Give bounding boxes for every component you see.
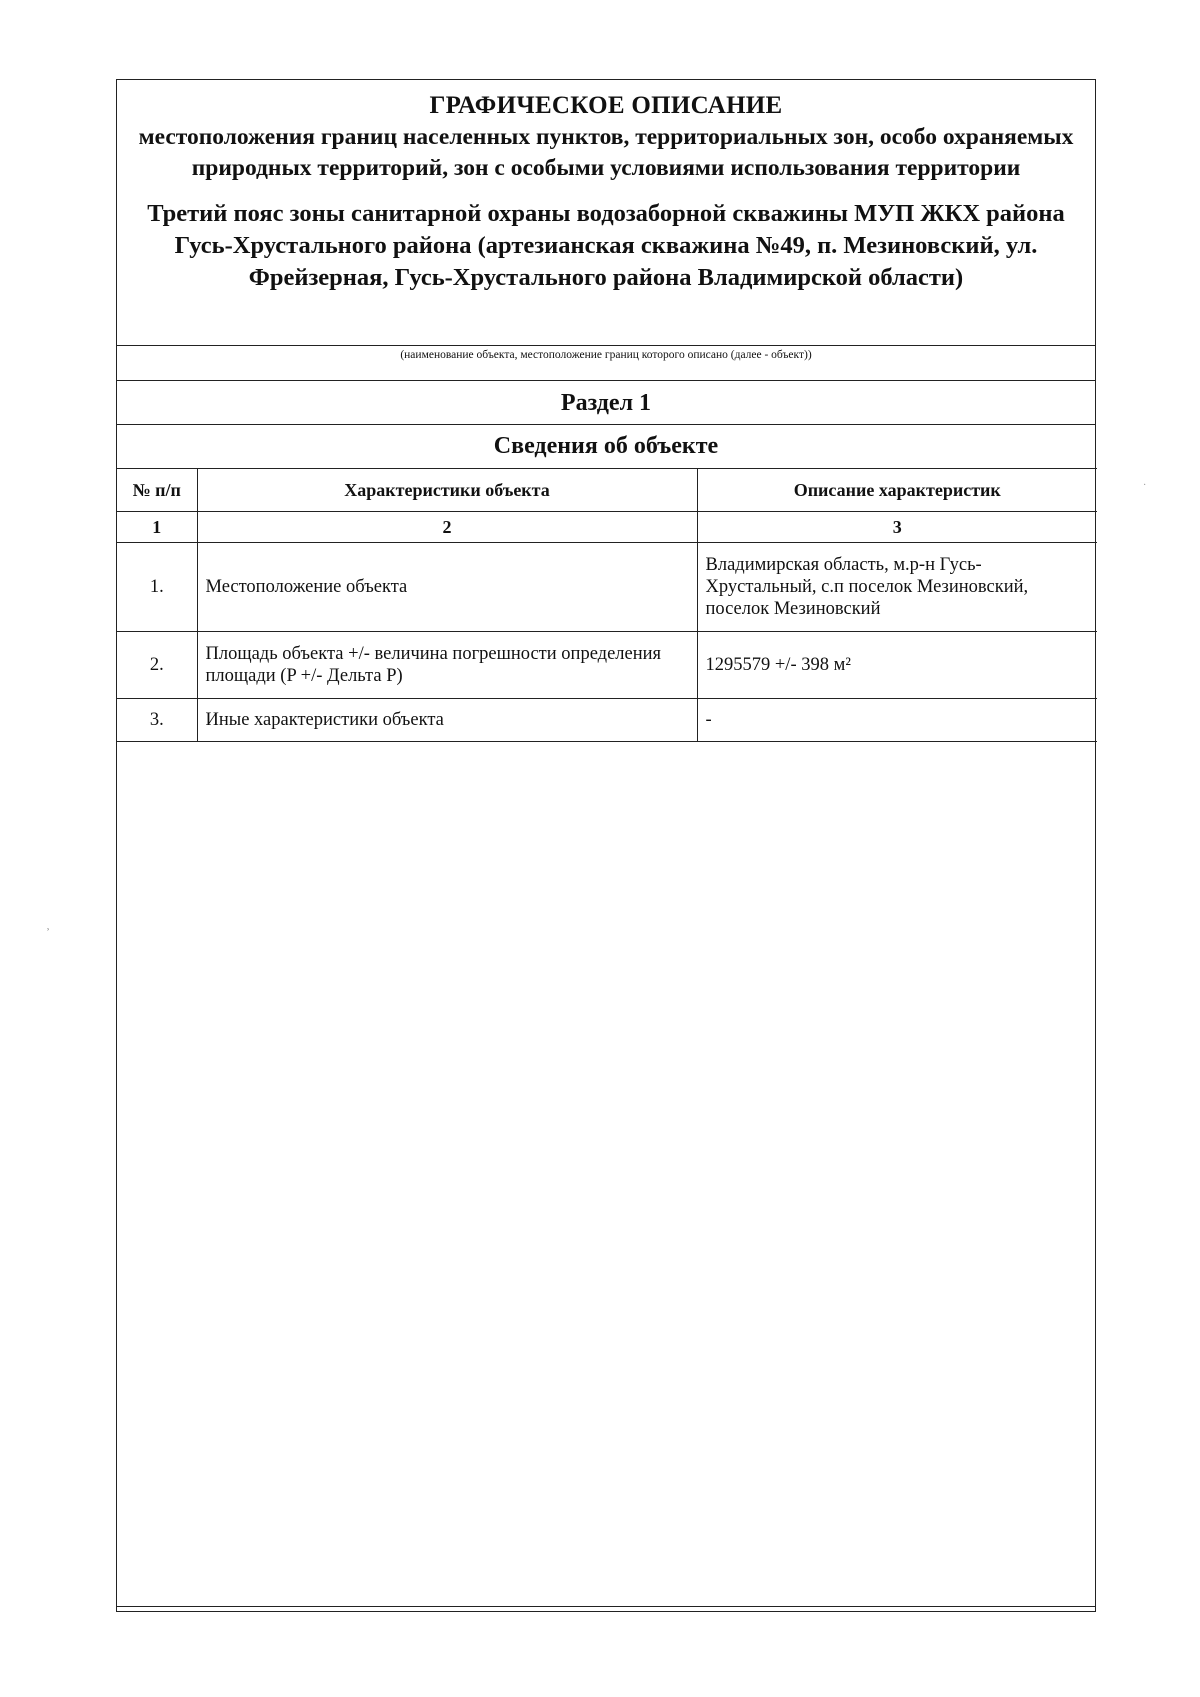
section-title: Раздел 1 <box>117 381 1095 425</box>
document-title: ГРАФИЧЕСКОЕ ОПИСАНИЕ <box>429 92 783 119</box>
table-row <box>117 632 1097 699</box>
object-info-table <box>117 468 1097 742</box>
bottom-rule <box>117 1606 1095 1607</box>
row-description: Владимирская область, м.р-н Гусь-Хрустальный, с.п поселок Мезиновский, поселок Мезиновский <box>697 543 1097 632</box>
column-number-row <box>117 512 1097 543</box>
row-characteristic: Иные характеристики объекта <box>197 699 697 742</box>
row-description: - <box>697 699 1097 742</box>
scan-speck: · <box>1143 480 1147 491</box>
column-number-2: 2 <box>197 512 697 543</box>
document-subtitle: местоположения границ населенных пунктов, территориальных зон, особо охраняемых природных территорий, зон с особыми условиями использования территории <box>138 124 1074 181</box>
header-block <box>117 80 1095 345</box>
column-number-1: 1 <box>117 512 197 543</box>
row-characteristic: Площадь объекта +/- величина погрешности определения площади (P +/- Дельта P) <box>197 632 697 699</box>
row-number: 1. <box>117 543 197 632</box>
column-number-3: 3 <box>697 512 1097 543</box>
row-number: 2. <box>117 632 197 699</box>
section-heading: Сведения об объекте <box>493 433 719 459</box>
column-header-number: № п/п <box>117 469 197 512</box>
row-number: 3. <box>117 699 197 742</box>
table-row <box>117 543 1097 632</box>
table-header-row <box>117 469 1097 512</box>
document-frame <box>116 79 1096 1612</box>
column-header-characteristic: Характеристики объекта <box>197 469 697 512</box>
object-name-caption: (наименование объекта, местоположение границ которого описано (далее - объект)) <box>117 345 1095 381</box>
row-characteristic: Местоположение объекта <box>197 543 697 632</box>
table-row <box>117 699 1097 742</box>
row-description: 1295579 +/- 398 м² <box>697 632 1097 699</box>
column-header-description: Описание характеристик <box>697 469 1097 512</box>
object-name: Третий пояс зоны санитарной охраны водозаборной скважины МУП ЖКХ района Гусь-Хрустального района (артезианская скважина №49, п. Мезиновский, ул. Фрейзерная, Гусь-Хрустального района Владимирской области) <box>147 200 1065 291</box>
scan-speck: ˒ <box>46 920 50 934</box>
